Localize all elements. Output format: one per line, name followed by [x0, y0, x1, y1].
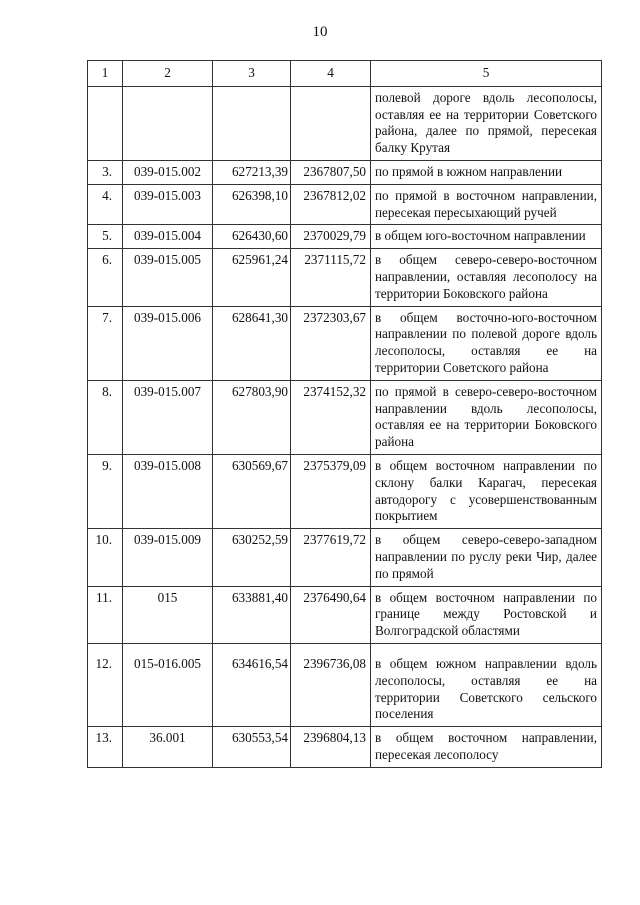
description-cell: в общем северо-северо-восточном направлении, оставляя лесополосу на территории Боковского района — [371, 249, 602, 306]
coordinate-y: 2367812,02 — [291, 184, 371, 225]
coordinate-y: 2396804,13 — [291, 727, 371, 768]
coordinate-y: 2396736,08 — [291, 643, 371, 726]
description-cell: в общем восточном направлении по границе между Ростовской и Волгоградской областями — [371, 586, 602, 643]
coordinate-x: 630252,59 — [213, 529, 291, 586]
description-cell: в общем восточно-юго-восточном направлении по полевой дороге вдоль лесополосы, оставляя ее на территории Советского района — [371, 306, 602, 380]
table-row — [88, 184, 602, 225]
point-code: 015 — [123, 586, 213, 643]
row-number: 3. — [88, 160, 123, 184]
point-code: 039-015.008 — [123, 454, 213, 528]
table-row-continuation — [88, 86, 602, 160]
row-number: 9. — [88, 454, 123, 528]
point-code: 039-015.004 — [123, 225, 213, 249]
table-row — [88, 380, 602, 454]
coordinate-x: 626398,10 — [213, 184, 291, 225]
table-header-row — [88, 61, 602, 87]
coordinate-x: 633881,40 — [213, 586, 291, 643]
column-header: 3 — [213, 61, 291, 87]
row-number: 10. — [88, 529, 123, 586]
description-cell: в общем северо-северо-западном направлении по руслу реки Чир, далее по прямой — [371, 529, 602, 586]
description-cell: в общем восточном направлении по склону балки Карагач, пересекая автодорогу с усовершенствованным покрытием — [371, 454, 602, 528]
point-code: 36.001 — [123, 727, 213, 768]
description-cell: по прямой в северо-северо-восточном направлении вдоль лесополосы, оставляя ее на территории Боковского района — [371, 380, 602, 454]
description-cell: в общем восточном направлении, пересекая лесополосу — [371, 727, 602, 768]
row-number: 8. — [88, 380, 123, 454]
coordinate-y: 2374152,32 — [291, 380, 371, 454]
row-number: 7. — [88, 306, 123, 380]
coordinate-y: 2377619,72 — [291, 529, 371, 586]
table-row — [88, 306, 602, 380]
row-number: 12. — [88, 643, 123, 726]
point-code: 039-015.005 — [123, 249, 213, 306]
table-row — [88, 454, 602, 528]
boundary-table — [87, 60, 602, 768]
description-cell: в общем юго-восточном направлении — [371, 225, 602, 249]
coordinate-x: 634616,54 — [213, 643, 291, 726]
description-cell: по прямой в южном направлении — [371, 160, 602, 184]
page-number: 10 — [312, 24, 328, 40]
coordinate-x: 627213,39 — [213, 160, 291, 184]
point-code: 039-015.003 — [123, 184, 213, 225]
point-code: 039-015.009 — [123, 529, 213, 586]
coordinate-x: 630553,54 — [213, 727, 291, 768]
coordinate-y: 2376490,64 — [291, 586, 371, 643]
row-number: 5. — [88, 225, 123, 249]
column-header: 5 — [371, 61, 602, 87]
point-code: 039-015.007 — [123, 380, 213, 454]
table-row — [88, 586, 602, 643]
table-row — [88, 249, 602, 306]
coordinate-x: 626430,60 — [213, 225, 291, 249]
column-header: 1 — [88, 61, 123, 87]
column-header: 2 — [123, 61, 213, 87]
table-row — [88, 529, 602, 586]
column-header: 4 — [291, 61, 371, 87]
coordinate-x: 625961,24 — [213, 249, 291, 306]
description-cell: в общем южном направлении вдоль лесополосы, оставляя ее на территории Советского сельского поселения — [371, 643, 602, 726]
description-cell: полевой дороге вдоль лесополосы, оставляя ее на территории Советского района, далее по прямой, пересекая балку Крутая — [371, 86, 602, 160]
row-number: 13. — [88, 727, 123, 768]
table-row — [88, 643, 602, 726]
coordinate-y: 2375379,09 — [291, 454, 371, 528]
coordinate-y: 2371115,72 — [291, 249, 371, 306]
coordinate-y: 2370029,79 — [291, 225, 371, 249]
point-code: 039-015.006 — [123, 306, 213, 380]
table-row — [88, 160, 602, 184]
row-number: 6. — [88, 249, 123, 306]
coordinate-y: 2372303,67 — [291, 306, 371, 380]
description-cell: по прямой в восточном направлении, пересекая пересыхающий ручей — [371, 184, 602, 225]
coordinate-x: 630569,67 — [213, 454, 291, 528]
coordinate-y: 2367807,50 — [291, 160, 371, 184]
point-code: 015-016.005 — [123, 643, 213, 726]
point-code: 039-015.002 — [123, 160, 213, 184]
table-row — [88, 225, 602, 249]
table-row — [88, 727, 602, 768]
coordinate-x: 627803,90 — [213, 380, 291, 454]
coordinate-x: 628641,30 — [213, 306, 291, 380]
row-number: 11. — [88, 586, 123, 643]
row-number: 4. — [88, 184, 123, 225]
